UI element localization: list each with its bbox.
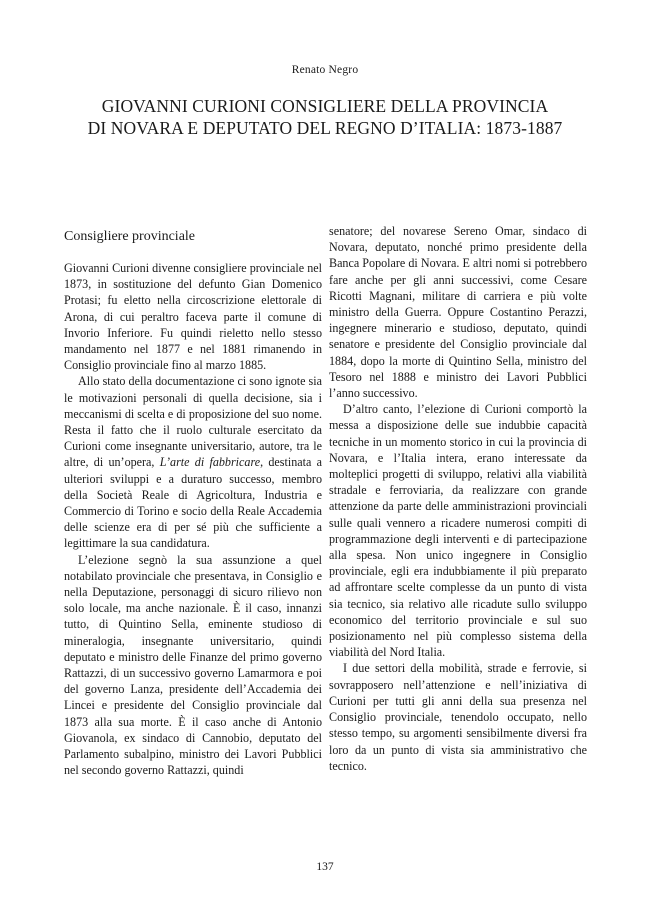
paragraph: senatore; del novarese Sereno Omar, sindaco di Novara, deputato, nonché primo presidente della Banca Popolare di Novara. E altri nomi si potrebbero fare anche per gli anni successivi, come Cesare Ricotti Magnani, militare di carriera e più volte ministro della Guerra. Oppure Costantino Perazzi, ingegnere minerario e studioso, deputato, quindi senatore e presidente del Consiglio provinciale dal 1884, dopo la morte di Quintino Sella, ministro del Tesoro nel 1888 e ministro dei Lavori Pubblici l’anno successivo. [329, 224, 587, 401]
paragraph [64, 373, 322, 551]
paragraph: I due settori della mobilità, strade e ferrovie, si sovrapposero nell’attenzione e nell’iniziativa di Curioni per tutti gli anni della sua presenza nel Consiglio provinciale, tenendolo occupato, nello stesso tempo, su argomenti sensibilmente diversi fra loro da un punto di vista sia amministrativo che tecnico. [329, 661, 587, 773]
article-title-line-2: DI NOVARA E DEPUTATO DEL REGNO D’ITALIA: 1873-1887 [87, 118, 563, 138]
article-title [40, 95, 610, 139]
section-heading: Consigliere provinciale [64, 229, 196, 244]
left-column [64, 228, 322, 779]
paragraph: Giovanni Curioni divenne consigliere provinciale nel 1873, in sostituzione del defunto Gian Domenico Protasi; fu eletto nella circoscrizione elettorale di Arona, di cui peraltro faceva parte il comune di Invorio Inferiore. Fu quindi rieletto nello stesso mandamento nel 1877 e nel 1881 rimanendo in Consiglio provinciale fino al marzo 1885. [64, 261, 322, 373]
book-title-italic: L’arte di fabbricare [159, 455, 261, 470]
article-title-line-1: GIOVANNI CURIONI CONSIGLIERE DELLA PROVINCIA [101, 96, 549, 116]
paragraph-text: Allo stato della documentazione ci sono ignote sia le motivazioni personali di quella decisione, sia i meccanismi di scelta e di proposizione del suo nome. Resta il fatto che il ruolo culturale esercitato da Curioni come insegnante universitario, autore, tra le altre, di un’opera, [64, 374, 322, 470]
paragraph-text: , destinata a ulteriori sviluppi e a duraturo successo, membro della Società Reale di Agricoltura, Industria e Commercio di Torino e socio della Reale Accademia delle scienze era di per sé più che sufficiente a legittimare la sua candidatura. [64, 455, 322, 551]
running-header-author: Renato Negro [291, 64, 359, 76]
paragraph: L’elezione segnò la sua assunzione a quel notabilato provinciale che presentava, in Consiglio e nella Deputazione, personaggi di sicuro rilievo non solo locale, ma anche nazionale. È il caso, innanzi tutto, di Quintino Sella, eminente studioso di mineralogia, insegnante universitario, quindi deputato e ministro delle Finanze del primo governo Rattazzi, di un successivo governo Lamarmora e poi del governo Lanza, presidente dell’Accademia dei Lincei e presidente del Consiglio provinciale dal 1873 alla sua morte. È il caso anche di Antonio Giovanola, ex sindaco di Cannobio, deputato del Parlamento subalpino, ministro dei Lavori Pubblici nel secondo governo Rattazzi, quindi [64, 552, 322, 778]
paragraph: D’altro canto, l’elezione di Curioni comportò la messa a disposizione delle sue indubbie capacità tecniche in un momento storico in cui la provincia di Novara, e l’Italia intera, erano interessate da molteplici progetti di sviluppo, relativi alla viabilità stradale e ferroviaria, da realizzare con grande attenzione da parte delle amministrazioni provinciali sulle quali vennero a ricadere numerosi compiti di programmazione degli interventi e di partecipazione alla spesa. Non unico ingegnere in Consiglio provinciale, egli era indubbiamente il più preparato ad affrontare scelte complesse da un punto di vista sia tecnico, sia relativo alle ricadute sullo sviluppo economico del territorio provinciale e sul suo posizionamento nel più complesso sistema della viabilità del Nord Italia. [329, 402, 587, 660]
page-number: 137 [316, 861, 334, 873]
right-column [329, 223, 587, 774]
